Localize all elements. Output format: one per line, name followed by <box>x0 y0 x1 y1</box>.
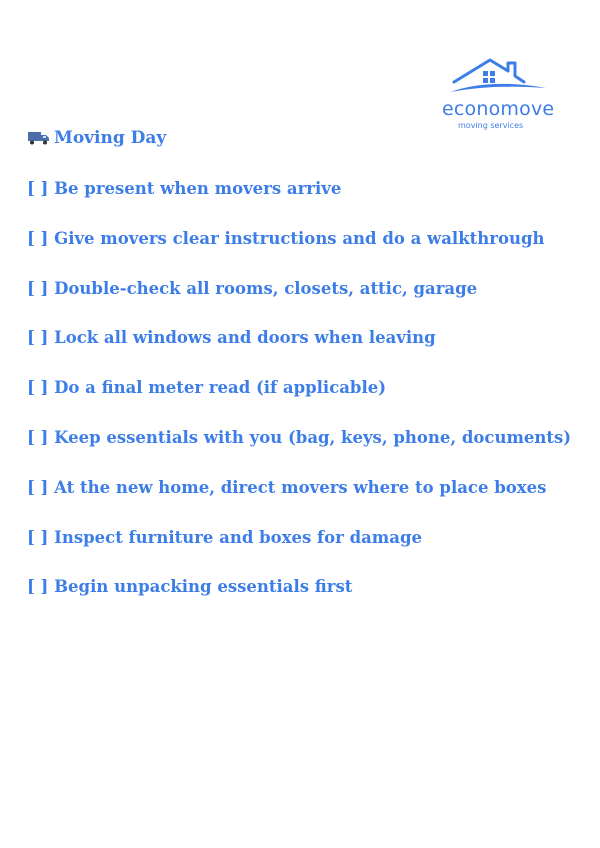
moving-day-checklist <box>27 178 571 626</box>
logo-name: economove <box>442 98 555 120</box>
section-heading <box>28 128 166 148</box>
checklist-item: [ ] At the new home, direct movers where to place boxes <box>27 477 547 497</box>
heading-text: Moving Day <box>54 128 167 148</box>
delivery-truck-icon <box>28 131 50 145</box>
company-logo <box>436 54 560 134</box>
house-roof-swoosh-icon <box>450 54 546 98</box>
checklist-item: [ ] Keep essentials with you (bag, keys, phone, documents) <box>27 427 572 447</box>
checklist-item: [ ] Double-check all rooms, closets, attic, garage <box>27 278 478 298</box>
logo-tagline: moving services <box>458 121 524 130</box>
checklist-item: [ ] Begin unpacking essentials first <box>27 577 353 597</box>
checklist-item: [ ] Inspect furniture and boxes for damage <box>27 527 422 547</box>
checklist-item: [ ] Lock all windows and doors when leaving <box>27 328 436 348</box>
checklist-item: [ ] Give movers clear instructions and do a walkthrough <box>27 228 545 248</box>
checklist-item: [ ] Do a final meter read (if applicable) <box>27 378 387 398</box>
checklist-item: [ ] Be present when movers arrive <box>27 179 342 198</box>
